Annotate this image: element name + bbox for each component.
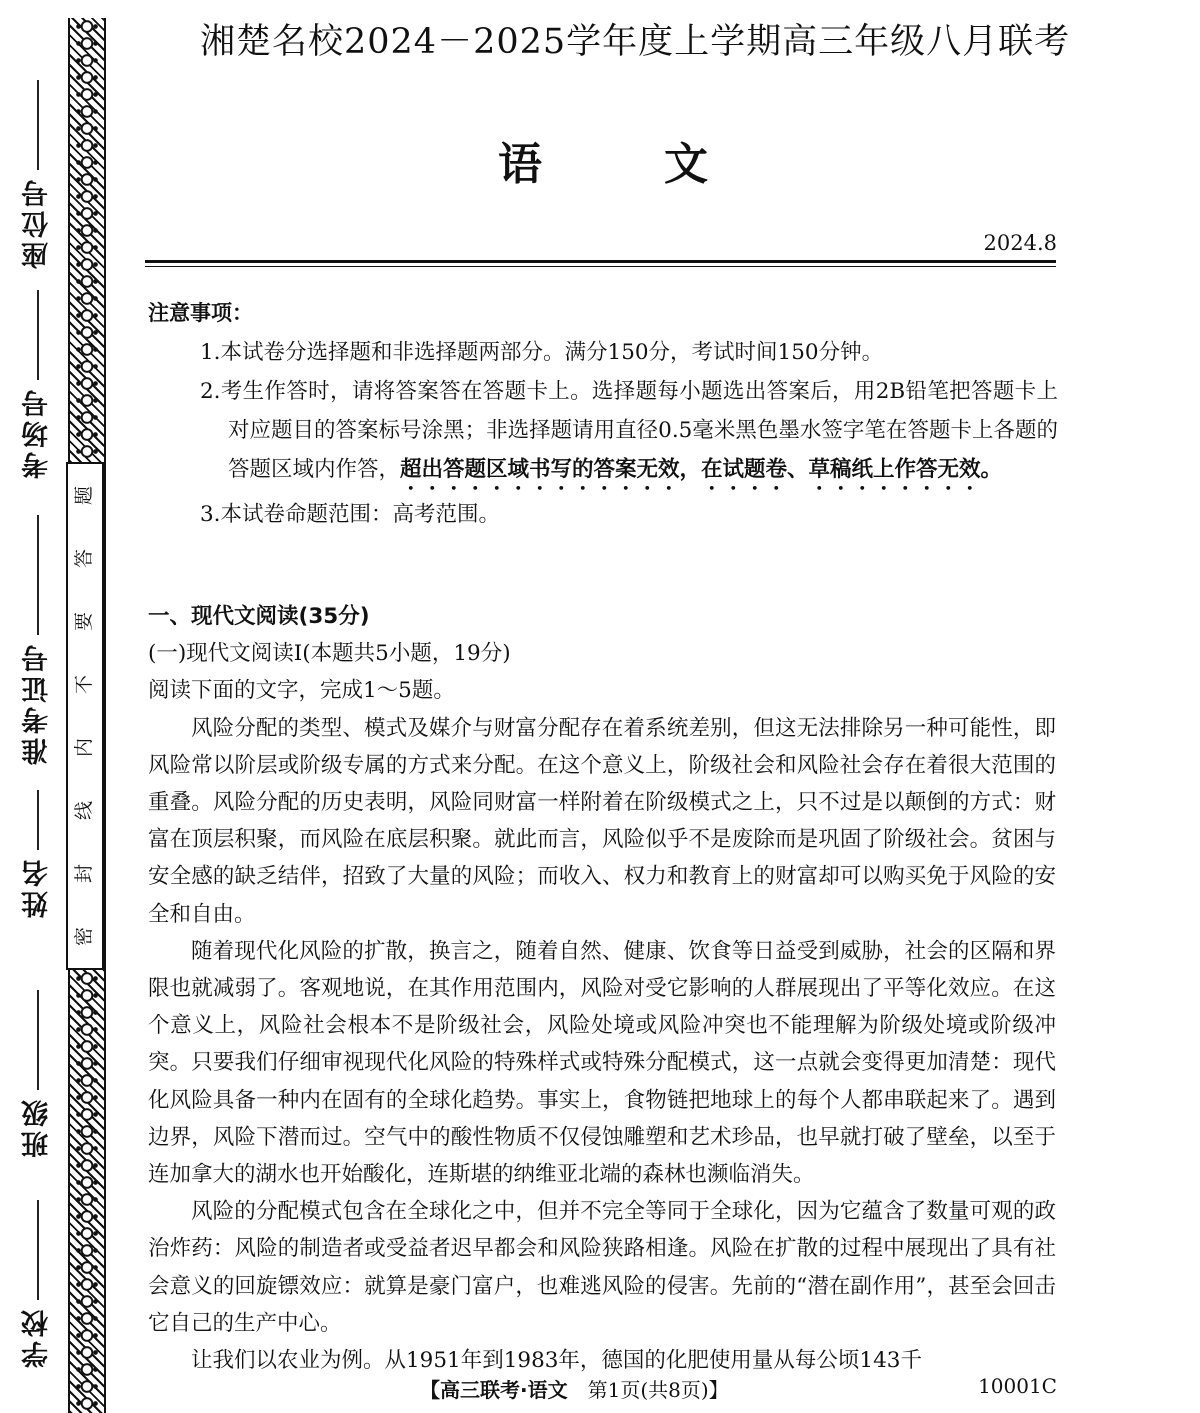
notice-item-1: 1.本试卷分选择题和非选择题两部分。满分150分，考试时间150分钟。 — [200, 340, 884, 365]
notice-item-2-text: 2.考生作答时，请将答案答在答题卡上。选择题每小题选出答案后，用2B铅笔把答题卡上对应题目的答案标号涂黑；非选择题请用直径0.5毫米黑色墨水签字笔在答题卡上各题的答题区域内作答， — [200, 379, 1058, 482]
section-heading: 一、现代文阅读(35分) — [148, 604, 370, 629]
seal-char: 要 — [73, 611, 96, 632]
notice-item-2-emphasis: 超出答题区域书写的答案无效，在试题卷、草稿纸上作答无效。 — [400, 457, 1003, 482]
seal-char: 不 — [73, 674, 96, 695]
exam-room-blank — [37, 290, 39, 380]
subject-char: 语 — [498, 139, 542, 190]
school-blank — [37, 1200, 39, 1300]
exam-title: 湘楚名校2024－2025学年度上学期高三年级八月联考 — [200, 22, 1071, 62]
seal-line-notice — [66, 462, 104, 970]
notice-heading: 注意事项： — [148, 301, 253, 325]
seat-number-blank — [37, 80, 39, 170]
section-sub-heading: (一)现代文阅读Ⅰ(本题共5小题，19分) — [148, 641, 511, 667]
passage-paragraph: 随着现代化风险的扩散，换言之，随着自然、健康、饮食等日益受到威胁，社会的区隔和界限也就减弱了。客观地说，在其作用范围内，风险对受它影响的人群展现出了平等化效应。在这个意义上，风险社会根本不是阶级社会，风险处境或风险冲突也不能理解为阶级处境或阶级冲突。只要我们仔细审视现代化风险的特殊样式或特殊分配模式，这一点就会变得更加清楚：现代化风险具备一种内在固有的全球化趋势。事实上，食物链把地球上的每个人都串联起来了。遇到边界，风险下潜而过。空气中的酸性物质不仅侵蚀雕塑和艺术珍品，也早就打破了壁垒，以至于连加拿大的湖水也开始酸化，连斯堪的纳维亚北端的森林也濒临消失。 — [148, 938, 1056, 1188]
exam-room-label: 考场号 — [21, 386, 53, 479]
passage-paragraph: 让我们以农业为例。从1951年到1983年，德国的化肥使用量从每公顷143千 — [191, 1348, 922, 1374]
binding-margin-fields — [14, 0, 60, 1413]
footer-label: 【高三联考·语文 — [420, 1378, 568, 1402]
header-divider-thick — [145, 260, 1056, 263]
name-field — [14, 790, 60, 924]
seal-char: 题 — [73, 485, 96, 506]
class-field — [14, 990, 60, 1164]
passage-paragraph: 风险分配的类型、模式及媒介与财富分配存在着系统差别，但这无法排除另一种可能性，即风险常以阶层或阶级专属的方式来分配。在这个意义上，阶级社会和风险社会存在着很大范围的重叠。风险分配的历史表明，风险同财富一样附着在阶级模式之上，只不过是以颠倒的方式：财富在顶层积聚，而风险在底层积聚。就此而言，风险似乎不是废除而是巩固了阶级社会。贫困与安全感的缺乏结伴，招致了大量的风险；而收入、权力和教育上的财富却可以购买免于风险的安全和自由。 — [148, 715, 1056, 927]
seat-number-label: 座位号 — [21, 176, 53, 269]
seal-char: 答 — [73, 548, 96, 569]
exam-room-field — [14, 290, 60, 485]
passage-paragraph: 风险的分配模式包含在全球化之中，但并不完全等同于全球化，因为它蕴含了数量可观的政治炸药：风险的制造者或受益者迟早都会和风险狭路相逢。风险在扩散的过程中展现出了具有社会意义的回旋镖效应：就算是豪门富户，也难逃风险的侵害。先前的“潜在副作用”，甚至会回击它自己的生产中心。 — [148, 1199, 1056, 1336]
school-field — [14, 1200, 60, 1374]
reading-section — [148, 598, 1056, 1379]
seal-char: 内 — [73, 737, 96, 758]
seal-char: 封 — [73, 863, 96, 884]
notice-block — [148, 294, 1058, 534]
school-label: 学校 — [21, 1306, 53, 1368]
admission-number-blank — [37, 515, 39, 635]
seat-number-field — [14, 80, 60, 275]
seal-char: 线 — [73, 800, 96, 821]
exam-date: 2024.8 — [983, 231, 1057, 255]
class-blank — [37, 990, 39, 1090]
name-blank — [37, 790, 39, 850]
class-label: 班级 — [21, 1096, 53, 1158]
subject-char: 文 — [664, 139, 708, 190]
section-instruction: 阅读下面的文字，完成1～5题。 — [148, 678, 455, 704]
notice-item-3: 3.本试卷命题范围：高考范围。 — [200, 502, 501, 527]
notice-item-2 — [148, 372, 1058, 495]
footer-page-number: 第1页(共8页)】 — [587, 1378, 729, 1402]
footer-page-info — [420, 1374, 729, 1403]
subject-title — [498, 128, 708, 192]
footer-paper-code: 10001C — [978, 1374, 1057, 1398]
seal-char: 密 — [73, 926, 96, 947]
header-divider-thin — [145, 266, 1056, 267]
admission-number-field — [14, 515, 60, 771]
name-label: 姓名 — [21, 856, 53, 918]
admission-number-label: 准考证号 — [21, 641, 53, 765]
